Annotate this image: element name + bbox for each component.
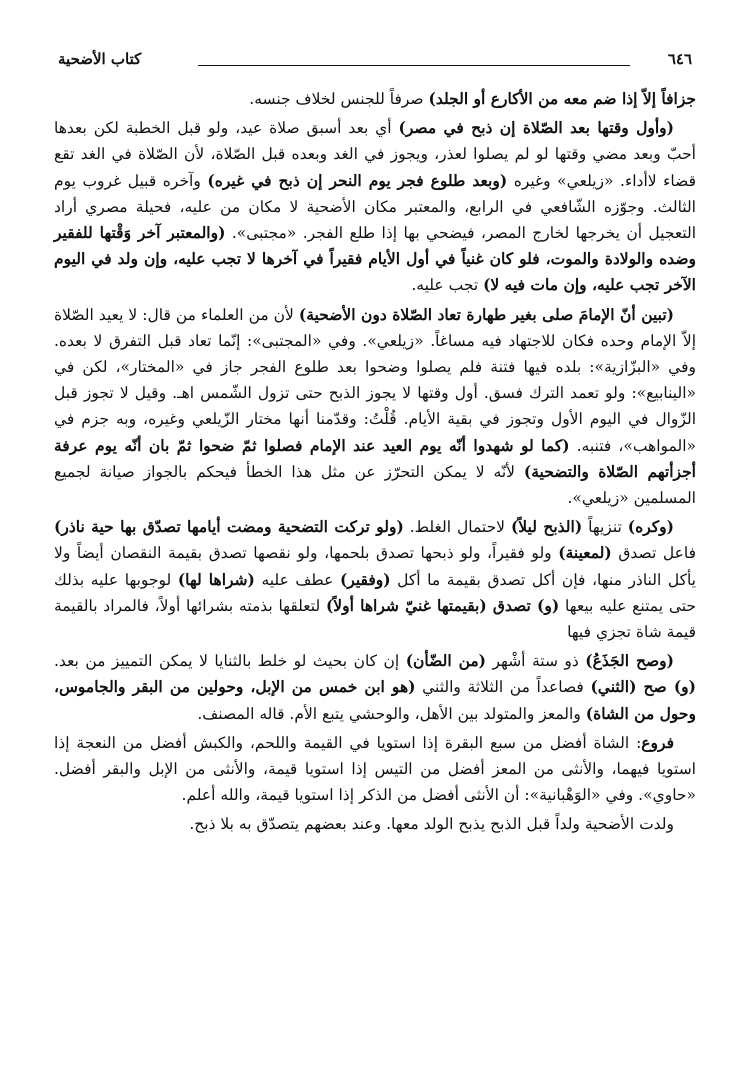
text-segment: : الشاة أفضل من سبع البقرة إذا استويا في القيمة واللحم، والكبش أفضل من النعجة إذا استويا فيهما، والأنثى من المعز أفضل من التيس إذا استويا قيمة، والأنثى من الإبل والبقر أفضل. «حاوي». وفي «الوَهْبانية»: أن الأنثى أفضل من الذكر إذا استويا قيمة، والله أعلم. xyxy=(54,733,696,805)
text-segment: ولو فقيراً، ولو ذبحها تصدق بلحمها، ولو نقصها تصدق بقيمة النقصان أيضاً ولا يأكل الناذر منها، فإن أكل تصدق بقيمة ما أكل xyxy=(54,544,696,589)
bold-text-segment: (من الضّأن) xyxy=(405,651,487,671)
header-rule xyxy=(198,65,630,66)
paragraph xyxy=(54,302,696,512)
bold-text-segment: (هو ابن خمس من الإبل، وحولين من البقر والجاموس، وحول من الشاة) xyxy=(54,677,696,723)
text-segment: لتعلقها بذمته بشرائها أولاً، فالمراد بالقيمة قيمة شاة تجزي فيها xyxy=(54,596,696,642)
bold-text-segment: (والمعتبر آخر وَقْتها للفقير وضده والولادة والموت، فلو كان غنياً في أول الأيام فقيراً في آخرها لا تجب عليه، وإن ولد في اليوم الآخر تجب عليه، وإن مات فيه لا) xyxy=(54,223,696,295)
bold-text-segment: فروع xyxy=(641,732,674,752)
text-segment: والمعز والمتولد بين الأهل، والوحشي يتبع الأم. قاله المصنف. xyxy=(197,704,586,723)
text-segment: تنزيهاً xyxy=(582,518,628,537)
bold-text-segment: (وصح الجَذَعُ) xyxy=(585,651,674,671)
text-segment: فصاعداً من الثلاثة والثني xyxy=(415,678,591,697)
bold-text-segment: (شراها لها) xyxy=(177,569,255,589)
page-header xyxy=(58,48,692,72)
bold-text-segment: (و) تصدق (بقيمتها غنيّ شراها أولاً) xyxy=(325,595,560,615)
paragraph xyxy=(54,86,696,112)
page-number: ٦٤٦ xyxy=(667,50,692,68)
bold-text-segment: (وفقير) xyxy=(339,569,391,589)
paragraph xyxy=(54,648,696,727)
bold-text-segment: (الذبح ليلاً) xyxy=(510,517,583,537)
text-segment: لأن من العلماء من قال: لا يعيد الصّلاة إلاّ الإمام وحده فكان للاجتهاد فيه مساغاً. «زيلعي». وفي «المجتبى»: إنّما تعاد قبل التفرق لا بعده. وفي «البزّازية»: بلده فيها فتنة فلم يصلوا وضحوا بعد طلوع الفجر جاز في «المختار»، لكن في «الينابيع»: ولو تعمد الترك فسق. أول وقتها لا يجوز الذبح حتى تزول الشّمس اهـ. وقيل لا تجوز قبل الزّوال في اليوم الأول وتجوز في بقية الأيام. قُلْتُ: وقدّمنا أنها مختار الزّيلعي وغيره، وبه جزم في «المواهب»، فتنبه. xyxy=(54,305,696,455)
page-body xyxy=(54,86,696,1084)
text-segment: ولدت الأضحية ولداً قبل الذبح يذبح الولد معها. وعند بعضهم يتصدّق به بلا ذبح. xyxy=(189,815,674,834)
bold-text-segment: (وبعد طلوع فجر يوم النحر إن ذبح في غيره) xyxy=(207,170,508,190)
text-segment: لاحتمال الغلط. xyxy=(403,518,511,537)
text-segment: ذو ستة أشْهر xyxy=(486,652,586,671)
text-segment: لأنّه لا يمكن التحرّز عن مثل هذا الخطأ فيحكم بالجواز صيانة لجميع المسلمين «زيلعي». xyxy=(54,462,696,508)
paragraph xyxy=(54,730,696,809)
text-segment: فاعل تصدق xyxy=(611,544,696,563)
paragraph xyxy=(54,811,696,837)
text-segment: تجب عليه. xyxy=(411,276,484,295)
bold-text-segment: (وأول وقتها بعد الصّلاة إن ذبح في مصر) xyxy=(398,118,674,138)
paragraph xyxy=(54,514,696,645)
text-segment: لوجوبها عليه بذلك حتى يمتنع عليه بيعها xyxy=(54,570,696,615)
bold-text-segment: (تبين أنّ الإمامَ صلى بغير طهارة تعاد الصّلاة دون الأضحية) xyxy=(298,304,674,324)
text-segment: إن كان بحيث لو خلط بالثنايا لا يمكن التمييز من بعد. xyxy=(54,652,406,671)
bold-text-segment: (كما لو شهدوا أنّه يوم العيد عند الإمام فصلوا ثمّ ضحوا ثمّ بان أنّه يوم عرفة أجزأتهم الصّلاة والتضحية) xyxy=(54,435,696,481)
bold-text-segment: (ولو تركت التضحية ومضت أيامها تصدّق بها حية ناذر) xyxy=(54,517,404,537)
bold-text-segment: (و) صح (الثني) xyxy=(590,677,696,697)
bold-text-segment: جزافاً إلاّ إذا ضم معه من الأكارع أو الجلد) xyxy=(428,89,696,108)
paragraph xyxy=(54,115,696,298)
text-segment: أي بعد أسبق صلاة عيد، ولو قبل الخطبة لكن بعدها أحبّ وبعد مضي وقتها لو لم يصلوا لعذر، ويجوز في الغد وبعده قبل الصّلاة، لأن الصّلاة في الغد تقع قضاء لاأداء. «زيلعي» وغيره xyxy=(54,119,696,190)
text-segment: عطف عليه xyxy=(254,570,340,589)
book-title: كتاب الأضحية xyxy=(58,50,142,68)
text-segment: وآخره قبيل غروب يوم الثالث. وجوّزه الشّافعي في الرابع، والمعتبر مكان الأضحية لا مكان من عليه، فحيلة مصري أراد التعجيل أن يخرجها لخارج المصر، فيضحي بها إذا طلع الفجر. «مجتبى». xyxy=(54,171,697,243)
bold-text-segment: (لمعينة) xyxy=(558,543,612,563)
text-segment: صرفاً للجنس لخلاف جنسه. xyxy=(249,90,429,108)
bold-text-segment: (وكره) xyxy=(627,517,674,537)
